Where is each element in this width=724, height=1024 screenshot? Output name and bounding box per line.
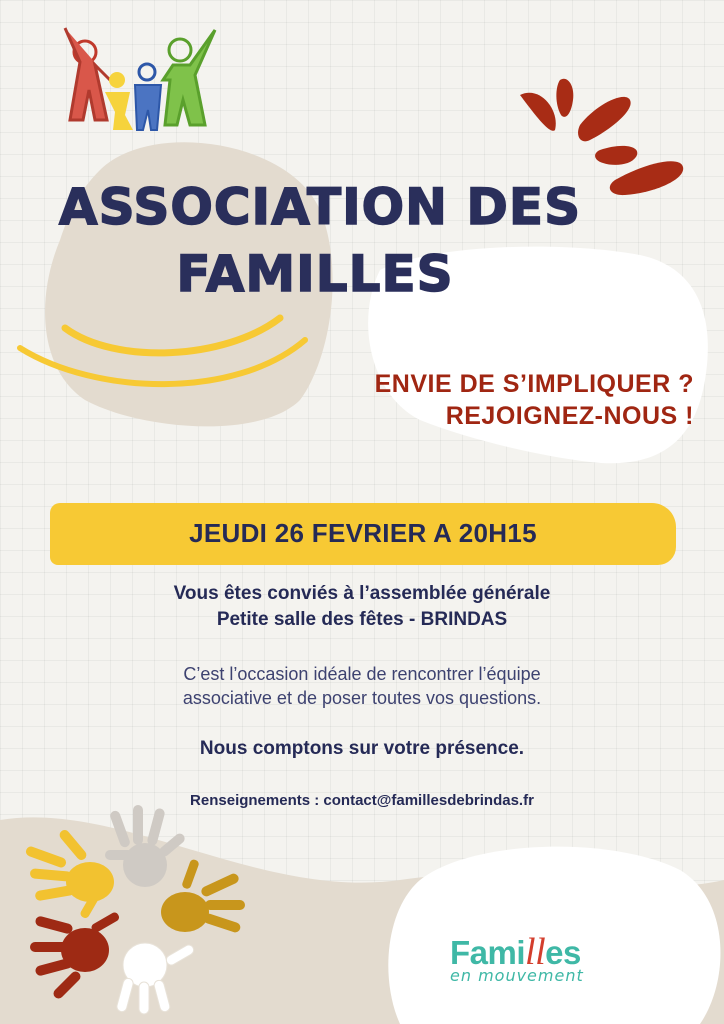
description-line-2: associative et de poser toutes vos questions. (182, 688, 542, 708)
invite-line-2: Petite salle des fêtes - BRINDAS (216, 609, 508, 630)
title-line-1: ASSOCIATION DES (58, 178, 582, 236)
logo-word-start: Fami (450, 934, 526, 971)
logo-word-end: es (545, 934, 581, 971)
handprints-circle-icon (15, 800, 245, 1015)
smile-arc-icon (15, 310, 315, 410)
title-line-2: FAMILLES (176, 245, 454, 303)
description-line-1: C’est l’occasion idéale de rencontrer l’équipe (183, 664, 541, 684)
closing-text: Nous comptons sur votre présence. (199, 738, 525, 759)
date-banner-text: JEUDI 26 FEVRIER A 20H15 (189, 518, 537, 548)
cta-line-2: REJOIGNEZ-NOUS ! (445, 402, 694, 430)
family-drawing-icon (55, 20, 225, 145)
contact-text: Renseignements : contact@famillesdebrindas.fr (190, 792, 534, 809)
logo-word-ll: ll (525, 931, 546, 973)
logo-tagline: en mouvement (450, 966, 584, 985)
invite-line-1: Vous êtes conviés à l’assemblée générale (173, 583, 551, 604)
cta-line-1: ENVIE DE S’IMPLIQUER ? (374, 370, 694, 398)
